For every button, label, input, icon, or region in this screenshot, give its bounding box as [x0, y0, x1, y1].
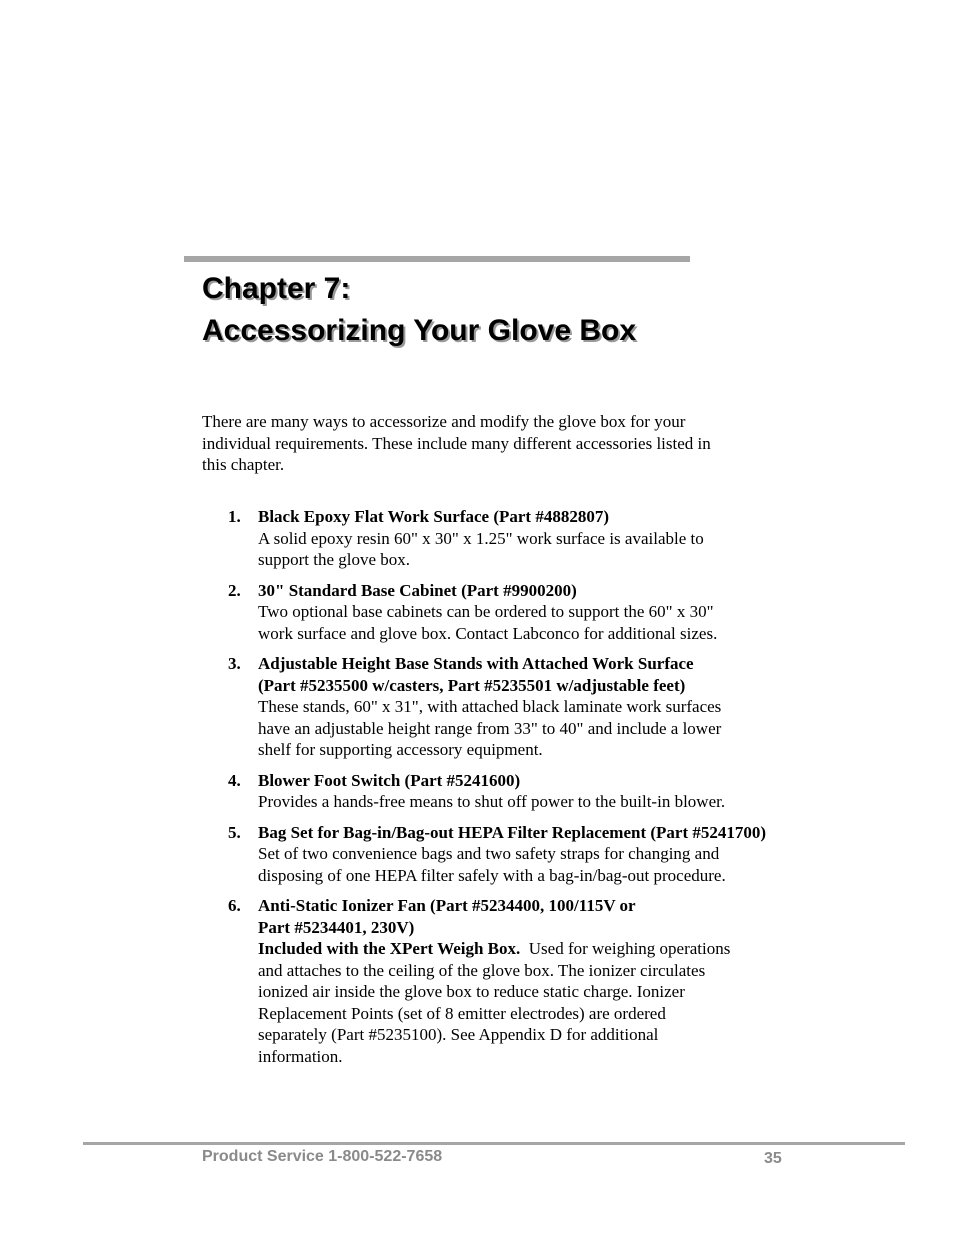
intro-line: There are many ways to accessorize and modify the glove box for your [202, 412, 686, 431]
item-description-line: These stands, 60" x 31", with attached black laminate work surfaces [258, 697, 722, 716]
intro-line: individual requirements. These include many different accessories listed in [202, 433, 711, 453]
chapter-title [202, 268, 636, 352]
footer-product-service: Product Service 1-800-522-7658 [202, 1148, 443, 1165]
item-description-line: Provides a hands-free means to shut off power to the built-in blower. [258, 792, 726, 811]
chapter-number: Chapter 7: [202, 272, 351, 305]
page-number: 35 [764, 1150, 782, 1167]
item-description-line: have an adjustable height range from 33" to 40" and include a lower [258, 718, 722, 738]
item-description-line: disposing of one HEPA filter safely with a bag-in/bag-out procedure. [258, 865, 726, 885]
intro-paragraph [202, 411, 782, 476]
item-description-line: ionized air inside the glove box to reduce static charge. Ionizer [258, 982, 685, 1001]
item-description-line: and attaches to the ceiling of the glove box. The ionizer circulates [258, 960, 706, 980]
item-title: Bag Set for Bag-in/Bag-out HEPA Filter Replacement (Part #5241700) [258, 822, 767, 842]
accessory-item [228, 580, 828, 645]
item-description-line: A solid epoxy resin 60" x 30" x 1.25" work surface is available to [258, 528, 704, 548]
item-title: 30" Standard Base Cabinet (Part #9900200) [258, 580, 577, 600]
item-number: 5. [228, 822, 241, 842]
item-description-line: separately (Part #5235100). See Appendix D for additional [258, 1025, 659, 1044]
accessory-list [228, 506, 828, 1076]
item-number: 4. [228, 770, 241, 790]
item-title: Part #5234401, 230V) [258, 917, 415, 937]
item-description-line: support the glove box. [258, 550, 411, 569]
item-description-line: shelf for supporting accessory equipment. [258, 740, 543, 759]
item-description-line: Two optional base cabinets can be ordered to support the 60" x 30" [258, 602, 714, 621]
item-number: 6. [228, 896, 241, 915]
item-description-line: work surface and glove box. Contact Labconco for additional sizes. [258, 623, 718, 643]
title-rule [184, 256, 690, 262]
item-number: 3. [228, 654, 241, 673]
accessory-item [228, 822, 828, 887]
item-title: Anti-Static Ionizer Fan (Part #5234400, 100/115V or [258, 896, 636, 915]
footer-rule [83, 1142, 905, 1145]
item-title: Blower Foot Switch (Part #5241600) [258, 770, 521, 790]
chapter-name: Accessorizing Your Glove Box [202, 314, 637, 347]
item-description-text: Used for weighing operations [520, 939, 731, 958]
item-title: Adjustable Height Base Stands with Attached Work Surface [258, 654, 694, 673]
item-lead: Included with the XPert Weigh Box. [258, 939, 521, 958]
accessory-item [228, 770, 828, 813]
accessory-item [228, 653, 828, 761]
item-number: 2. [228, 580, 241, 600]
item-number: 1. [228, 507, 241, 526]
accessory-item [228, 895, 828, 1067]
item-description-line: information. [258, 1046, 343, 1066]
item-description-line [258, 938, 828, 960]
item-description-line: Set of two convenience bags and two safety straps for changing and [258, 844, 720, 863]
item-title: Black Epoxy Flat Work Surface (Part #4882807) [258, 507, 609, 526]
item-description-line: Replacement Points (set of 8 emitter electrodes) are ordered [258, 1003, 666, 1023]
accessory-item [228, 506, 828, 571]
intro-line: this chapter. [202, 455, 285, 474]
item-title: (Part #5235500 w/casters, Part #5235501 w/adjustable feet) [258, 675, 686, 695]
